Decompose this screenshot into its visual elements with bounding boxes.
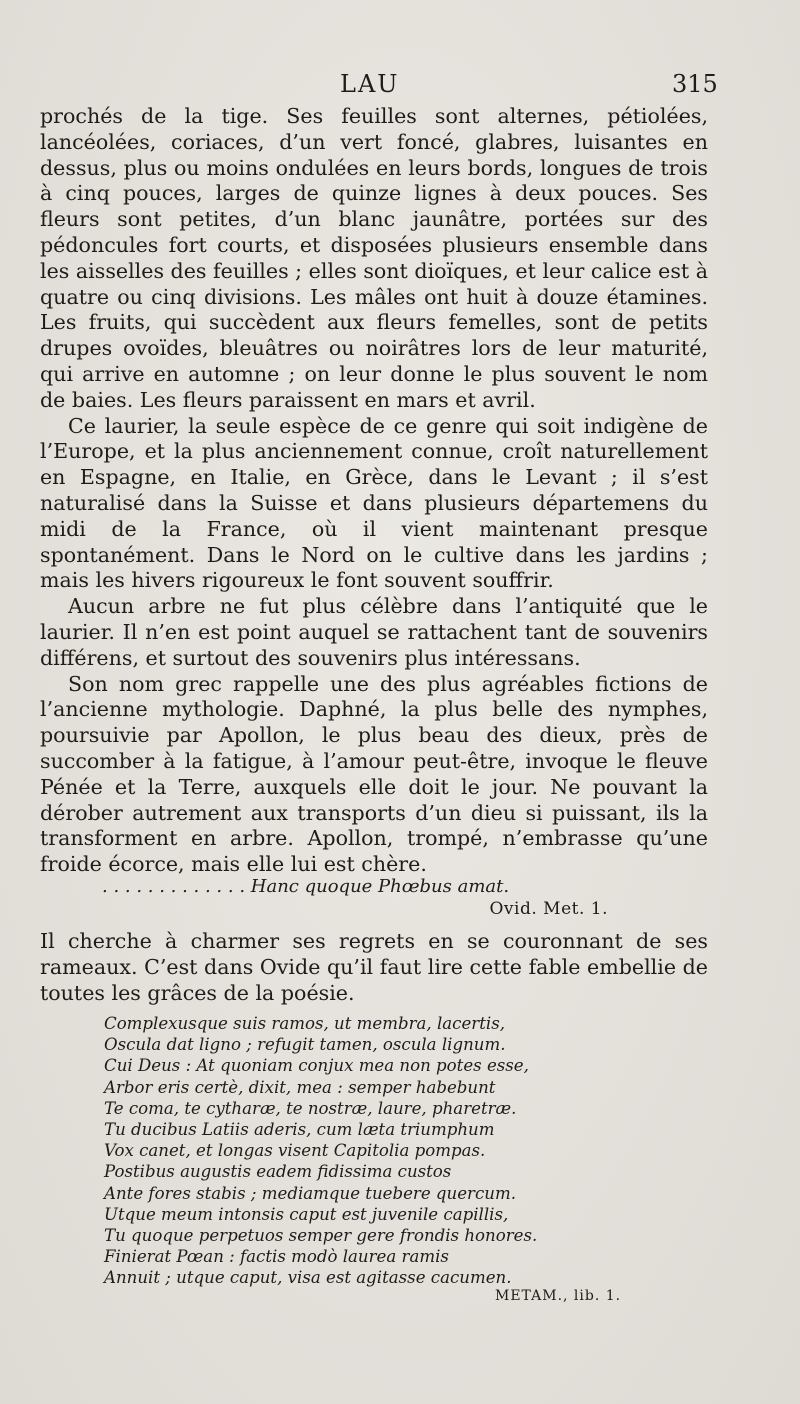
latin-poem	[104, 1013, 644, 1289]
poem-line: Tu quoque perpetuos semper gere frondis honores.	[104, 1226, 538, 1246]
poem-line: Postibus augustis eadem fidissima custos	[104, 1162, 452, 1182]
page-header	[0, 66, 800, 106]
poem-line: Annuit ; utque caput, visa est agitasse cacumen.	[104, 1268, 512, 1288]
poem-line: Oscula dat ligno ; refugit tamen, oscula lignum.	[104, 1035, 506, 1055]
paragraph: Son nom grec rappelle une des plus agréables fictions de l’ancienne mythologie. Daphné, la plus belle des nymphes, poursuivie par Apollon, le plus beau des dieux, près de succomber à la fatigue, à l’amour peut-être, invoque le fleuve Pénée et la Terre, auxquels elle doit le jour. Ne pouvant la dérober autrement aux transports d’un dieu si puissant, ils la transforment en arbre. Apollon, trompé, n’embrasse qu’une froide écorce, mais elle lui est chère.	[40, 671, 708, 877]
epigraph-citation: Ovid. Met. 1.	[489, 899, 608, 919]
poem-line: Cui Deus : At quoniam conjux mea non potes esse,	[104, 1056, 529, 1076]
poem-line: Finierat Pœan : factis modò laurea ramis	[104, 1247, 449, 1267]
epigraph	[40, 876, 708, 920]
poem-source: METAM., lib. 1.	[495, 1288, 622, 1304]
poem-line: Vox canet, et longas visent Capitolia pompas.	[104, 1141, 486, 1161]
epigraph-quote: . . . . . . . . . . . . . Hanc quoque Phœbus amat.	[102, 876, 510, 897]
poem-line: Ante fores stabis ; mediamque tuebere quercum.	[104, 1183, 516, 1203]
paragraph: Ce laurier, la seule espèce de ce genre qui soit indigène de l’Europe, et la plus anciennement connue, croît naturellement en Espagne, en Italie, en Grèce, dans le Levant ; il s’est naturalisé dans la Suisse et dans plusieurs départemens du midi de la France, où il vient maintenant presque spontanément. Dans le Nord on le cultive dans les jardins ; mais les hivers rigoureux le font souvent souffrir.	[40, 413, 708, 593]
main-text	[40, 104, 708, 878]
page-number: 315	[672, 70, 718, 98]
poem-line: Arbor eris certè, dixit, mea : semper habebunt	[104, 1077, 496, 1097]
paragraph: Aucun arbre ne fut plus célèbre dans l’antiquité que le laurier. Il n’en est point auquel se rattachent tant de souvenirs différens, et surtout des souvenirs plus intéressans.	[40, 594, 708, 670]
after-text	[40, 928, 708, 1006]
poem-line: Complexusque suis ramos, ut membra, lacertis,	[104, 1014, 505, 1033]
paragraph: prochés de la tige. Ses feuilles sont alternes, pétiolées, lancéolées, coriaces, d’un vert foncé, glabres, luisantes en dessus, plus ou moins ondulées en leurs bords, longues de trois à cinq pouces, larges de quinze lignes à deux pouces. Ses fleurs sont petites, d’un blanc jaunâtre, portées sur des pédoncules fort courts, et disposées plusieurs ensemble dans les aisselles des feuilles ; elles sont dioïques, et leur calice est à quatre ou cinq divisions. Les mâles ont huit à douze étamines. Les fruits, qui succèdent aux fleurs femelles, sont de petits drupes ovoïdes, bleuâtres ou noirâtres lors de leur maturité, qui arrive en automne ; on leur donne le plus souvent le nom de baies. Les fleurs paraissent en mars et avril.	[40, 104, 708, 412]
paragraph: Il cherche à charmer ses regrets en se couronnant de ses rameaux. C’est dans Ovide qu’il faut lire cette fable embellie de toutes les grâces de la poésie.	[40, 929, 708, 1005]
poem-line: Te coma, te cytharæ, te nostræ, laure, pharetræ.	[104, 1098, 517, 1118]
poem-line: Tu ducibus Latiis aderis, cum læta triumphum	[104, 1120, 495, 1140]
running-head: LAU	[340, 70, 400, 98]
poem-line: Utque meum intonsis caput est juvenile capillis,	[104, 1204, 509, 1224]
